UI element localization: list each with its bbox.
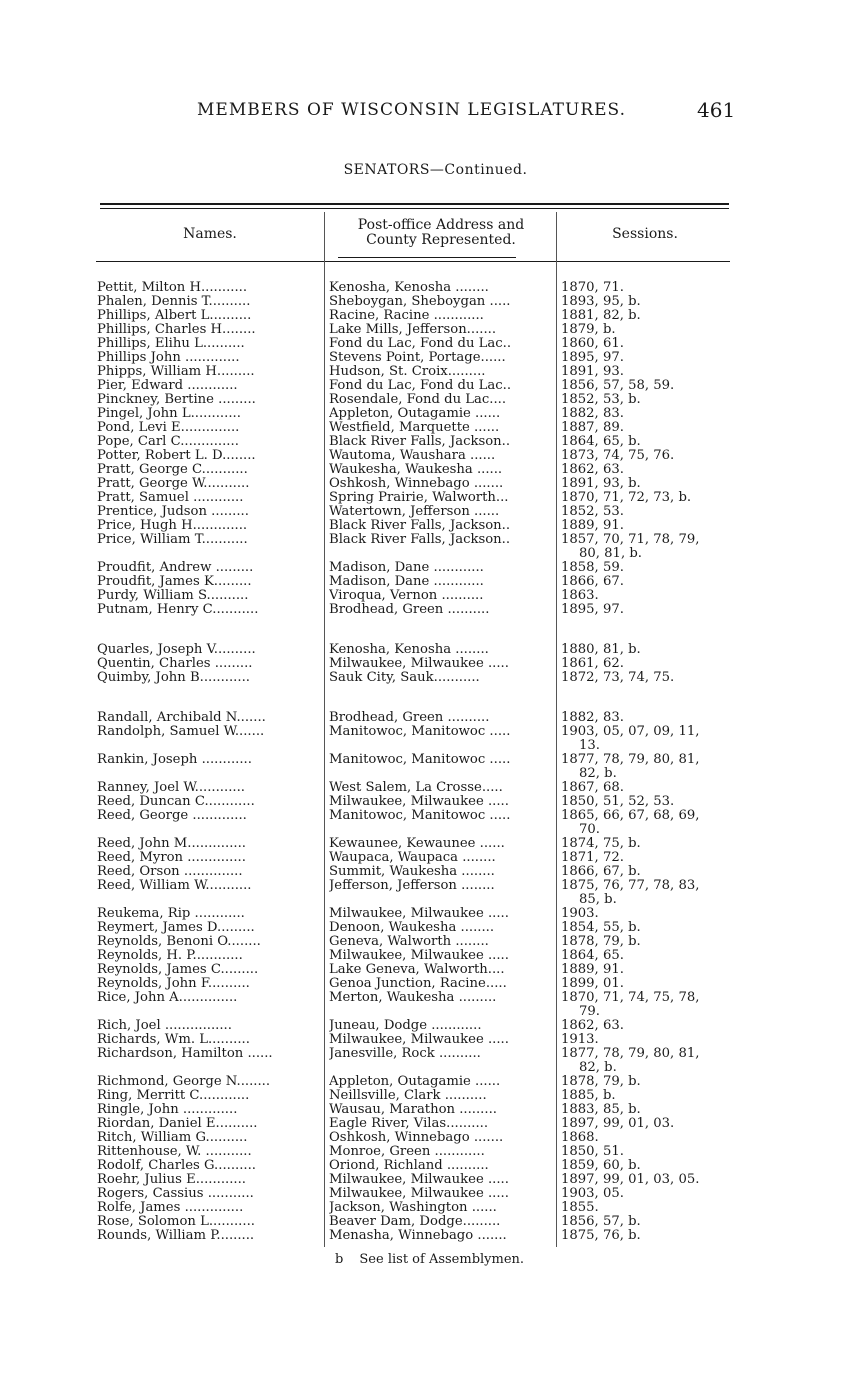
table-row bbox=[0, 808, 859, 837]
senator-name: Reynolds, Benoni O........ bbox=[97, 935, 261, 949]
senator-name: Pratt, Samuel ............ bbox=[97, 491, 244, 505]
footnote-text: See list of Assemblymen. bbox=[359, 1252, 525, 1267]
table-row bbox=[0, 724, 859, 753]
table-row bbox=[0, 1201, 859, 1215]
table-row bbox=[0, 1131, 859, 1145]
table-row bbox=[0, 795, 859, 809]
senator-name: Phillips, Albert L.......... bbox=[97, 309, 252, 323]
table-header-rule bbox=[96, 261, 730, 262]
post-office-address: Black River Falls, Jackson.. bbox=[329, 519, 511, 533]
senator-name: Rose, Solomon L........... bbox=[97, 1215, 255, 1229]
senator-name: Randall, Archibald N....... bbox=[97, 711, 266, 725]
sessions: 1860, 61. bbox=[561, 336, 624, 351]
sessions: 1881, 82, b. bbox=[561, 308, 641, 323]
table-row bbox=[0, 1046, 859, 1075]
post-office-address: Milwaukee, Milwaukee ..... bbox=[329, 907, 509, 921]
table-row bbox=[0, 295, 859, 309]
table-row bbox=[0, 963, 859, 977]
senator-name: Pingel, John L............ bbox=[97, 407, 241, 421]
post-office-address: Oriond, Richland .......... bbox=[329, 1159, 489, 1173]
senator-name: Rounds, William P......... bbox=[97, 1229, 255, 1243]
sessions: 1893, 95, b. bbox=[561, 294, 641, 309]
table-row bbox=[0, 949, 859, 963]
senator-name: Rodolf, Charles G.......... bbox=[97, 1159, 256, 1173]
senator-name: Reymert, James D......... bbox=[97, 921, 255, 935]
sessions: 1867, 68. bbox=[561, 780, 624, 795]
sessions: 1879, b. bbox=[561, 322, 616, 337]
post-office-address: Milwaukee, Milwaukee ..... bbox=[329, 795, 509, 809]
sessions: 1877, 78, 79, 80, 81, bbox=[561, 1046, 700, 1061]
sessions: 1865, 66, 67, 68, 69, bbox=[561, 808, 700, 823]
sessions: 1889, 91. bbox=[561, 518, 624, 533]
post-office-address: Fond du Lac, Fond du Lac.. bbox=[329, 337, 512, 351]
footnote-mark: b bbox=[334, 1252, 344, 1267]
sessions-continued: 79. bbox=[579, 1004, 600, 1019]
post-office-address: Denoon, Waukesha ........ bbox=[329, 921, 495, 935]
post-office-address: Brodhead, Green .......... bbox=[329, 711, 490, 725]
senator-name: Richardson, Hamilton ...... bbox=[97, 1047, 273, 1061]
sessions: 1857, 70, 71, 78, 79, bbox=[561, 532, 700, 547]
table-row bbox=[0, 878, 859, 907]
post-office-address: Madison, Dane ............ bbox=[329, 561, 484, 575]
table-row bbox=[0, 603, 859, 617]
table-row bbox=[0, 365, 859, 379]
table-top-rule bbox=[100, 203, 729, 205]
post-office-address: Black River Falls, Jackson.. bbox=[329, 533, 511, 547]
sessions-continued: 70. bbox=[579, 822, 600, 837]
sessions: 1866, 67, b. bbox=[561, 864, 641, 879]
sessions: 1878, 79, b. bbox=[561, 1074, 641, 1089]
post-office-address: Rosendale, Fond du Lac.... bbox=[329, 393, 507, 407]
sessions: 1870, 71, 72, 73, b. bbox=[561, 490, 692, 505]
senator-name: Pinckney, Bertine ......... bbox=[97, 393, 256, 407]
column-header-names: Names. bbox=[183, 226, 237, 242]
post-office-address: Juneau, Dodge ............ bbox=[329, 1019, 482, 1033]
sessions: 1862, 63. bbox=[561, 462, 624, 477]
page-header bbox=[0, 100, 859, 130]
post-office-address: Fond du Lac, Fond du Lac.. bbox=[329, 379, 512, 393]
sessions: 1880, 81, b. bbox=[561, 642, 641, 657]
senator-name: Putnam, Henry C........... bbox=[97, 603, 259, 617]
senator-name: Pond, Levi E.............. bbox=[97, 421, 240, 435]
sessions-continued: 80, 81, b. bbox=[579, 546, 642, 561]
table-row bbox=[0, 449, 859, 463]
table-row bbox=[0, 1103, 859, 1117]
table-row bbox=[0, 505, 859, 519]
running-title: MEMBERS OF WISCONSIN LEGISLATURES. bbox=[197, 100, 627, 120]
sessions: 1854, 55, b. bbox=[561, 920, 641, 935]
table-row bbox=[0, 1033, 859, 1047]
post-office-address: Beaver Dam, Dodge......... bbox=[329, 1215, 501, 1229]
senator-name: Proudfit, Andrew ......... bbox=[97, 561, 254, 575]
sessions: 1903, 05. bbox=[561, 1186, 624, 1201]
post-office-address: Merton, Waukesha ......... bbox=[329, 991, 497, 1005]
post-office-address: Neillsville, Clark .......... bbox=[329, 1089, 487, 1103]
post-office-address: Appleton, Outagamie ...... bbox=[329, 1075, 501, 1089]
post-office-address: Watertown, Jefferson ...... bbox=[329, 505, 500, 519]
sessions: 1897, 99, 01, 03, 05. bbox=[561, 1172, 700, 1187]
sessions: 1856, 57, b. bbox=[561, 1214, 641, 1229]
table-row bbox=[0, 575, 859, 589]
post-office-address: Madison, Dane ............ bbox=[329, 575, 484, 589]
senator-name: Purdy, William S.......... bbox=[97, 589, 249, 603]
table-row bbox=[0, 1117, 859, 1131]
senator-name: Phalen, Dennis T.......... bbox=[97, 295, 251, 309]
senator-name: Reynolds, James C......... bbox=[97, 963, 259, 977]
table-row bbox=[0, 935, 859, 949]
post-office-address: Manitowoc, Manitowoc ..... bbox=[329, 753, 511, 767]
post-office-address: Eagle River, Vilas.......... bbox=[329, 1117, 489, 1131]
post-office-address: Sauk City, Sauk........... bbox=[329, 671, 480, 685]
table-row bbox=[0, 477, 859, 491]
senator-name: Pratt, George W........... bbox=[97, 477, 250, 491]
table-row bbox=[0, 463, 859, 477]
senator-name: Pratt, George C........... bbox=[97, 463, 248, 477]
post-office-address: Sheboygan, Sheboygan ..... bbox=[329, 295, 511, 309]
table-row bbox=[0, 837, 859, 851]
sessions: 1856, 57, 58, 59. bbox=[561, 378, 675, 393]
table-row bbox=[0, 351, 859, 365]
column-header-sessions: Sessions. bbox=[612, 226, 678, 242]
post-office-address: Wautoma, Waushara ...... bbox=[329, 449, 496, 463]
post-office-address: Jackson, Washington ...... bbox=[329, 1201, 497, 1215]
post-office-address: Viroqua, Vernon .......... bbox=[329, 589, 484, 603]
sessions: 1883, 85, b. bbox=[561, 1102, 641, 1117]
sessions-continued: 13. bbox=[579, 738, 600, 753]
page-number: 461 bbox=[697, 98, 736, 122]
senator-name: Proudfit, James K......... bbox=[97, 575, 252, 589]
senator-name: Ring, Merritt C............ bbox=[97, 1089, 250, 1103]
sessions: 1861, 62. bbox=[561, 656, 624, 671]
post-office-address: Hudson, St. Croix......... bbox=[329, 365, 486, 379]
post-office-address: Black River Falls, Jackson.. bbox=[329, 435, 511, 449]
senator-name: Pettit, Milton H........... bbox=[97, 281, 248, 295]
sessions: 1895, 97. bbox=[561, 350, 624, 365]
post-office-address: West Salem, La Crosse..... bbox=[329, 781, 503, 795]
senator-name: Richards, Wm. L.......... bbox=[97, 1033, 250, 1047]
section-subtitle: SENATORS—Continued. bbox=[343, 162, 528, 178]
post-office-address: Summit, Waukesha ........ bbox=[329, 865, 495, 879]
post-office-address: Manitowoc, Manitowoc ..... bbox=[329, 809, 511, 823]
footnote bbox=[0, 1252, 859, 1267]
table-row bbox=[0, 1215, 859, 1229]
table-row bbox=[0, 907, 859, 921]
post-office-address: Wausau, Marathon ......... bbox=[329, 1103, 497, 1117]
sessions: 1864, 65, b. bbox=[561, 434, 641, 449]
post-office-address: Lake Geneva, Walworth.... bbox=[329, 963, 505, 977]
senator-name: Reed, Orson .............. bbox=[97, 865, 243, 879]
post-office-address: Oshkosh, Winnebago ....... bbox=[329, 477, 504, 491]
column-header-address-line1: Post-office Address and bbox=[357, 217, 525, 233]
table-row bbox=[0, 379, 859, 393]
sessions: 1882, 83. bbox=[561, 406, 624, 421]
table-row bbox=[0, 1145, 859, 1159]
sessions: 1858, 59. bbox=[561, 560, 624, 575]
senator-name: Rich, Joel ................ bbox=[97, 1019, 232, 1033]
senator-name: Potter, Robert L. D........ bbox=[97, 449, 256, 463]
table-row bbox=[0, 561, 859, 575]
post-office-address: Waukesha, Waukesha ...... bbox=[329, 463, 503, 477]
sessions: 1877, 78, 79, 80, 81, bbox=[561, 752, 700, 767]
table-row bbox=[0, 281, 859, 295]
table-top-rule-inner bbox=[100, 208, 729, 209]
post-office-address: Kenosha, Kenosha ........ bbox=[329, 281, 489, 295]
table-row bbox=[0, 781, 859, 795]
sessions: 1903, 05, 07, 09, 11, bbox=[561, 724, 700, 739]
sessions: 1855. bbox=[561, 1200, 599, 1215]
table-row bbox=[0, 865, 859, 879]
post-office-address: Milwaukee, Milwaukee ..... bbox=[329, 949, 509, 963]
table-row bbox=[0, 921, 859, 935]
table-row bbox=[0, 657, 859, 671]
senator-name: Rankin, Joseph ............ bbox=[97, 753, 252, 767]
sessions-continued: 82, b. bbox=[579, 766, 617, 781]
table-row bbox=[0, 977, 859, 991]
table-row bbox=[0, 407, 859, 421]
post-office-address: Spring Prairie, Walworth... bbox=[329, 491, 509, 505]
sessions: 1850, 51. bbox=[561, 1144, 624, 1159]
table-row bbox=[0, 323, 859, 337]
senator-name: Reed, John M.............. bbox=[97, 837, 246, 851]
senator-name: Rogers, Cassius ........... bbox=[97, 1187, 254, 1201]
sessions: 1874, 75, b. bbox=[561, 836, 641, 851]
sessions: 1873, 74, 75, 76. bbox=[561, 448, 675, 463]
senator-name: Reed, Myron .............. bbox=[97, 851, 246, 865]
post-office-address: Milwaukee, Milwaukee ..... bbox=[329, 657, 509, 671]
sessions: 1871, 72. bbox=[561, 850, 624, 865]
table-row bbox=[0, 532, 859, 561]
senator-name: Reed, William W........... bbox=[97, 879, 252, 893]
senator-name: Pope, Carl C.............. bbox=[97, 435, 239, 449]
sessions: 1864, 65. bbox=[561, 948, 624, 963]
post-office-address: Jefferson, Jefferson ........ bbox=[329, 879, 495, 893]
sessions: 1913. bbox=[561, 1032, 599, 1047]
post-office-address: Westfield, Marquette ...... bbox=[329, 421, 500, 435]
column-header-address bbox=[330, 218, 552, 248]
sessions: 1878, 79, b. bbox=[561, 934, 641, 949]
table-row bbox=[0, 711, 859, 725]
sessions: 1899, 01. bbox=[561, 976, 624, 991]
senator-name: Richmond, George N........ bbox=[97, 1075, 271, 1089]
senator-name: Riordan, Daniel E.......... bbox=[97, 1117, 258, 1131]
table-row bbox=[0, 1019, 859, 1033]
post-office-address: Milwaukee, Milwaukee ..... bbox=[329, 1187, 509, 1201]
senator-name: Reed, Duncan C............ bbox=[97, 795, 255, 809]
sessions: 1882, 83. bbox=[561, 710, 624, 725]
sessions: 1859, 60, b. bbox=[561, 1158, 641, 1173]
senator-name: Roehr, Julius E............ bbox=[97, 1173, 247, 1187]
table-row bbox=[0, 990, 859, 1019]
senator-name: Ringle, John ............. bbox=[97, 1103, 238, 1117]
senator-name: Price, Hugh H............. bbox=[97, 519, 248, 533]
sessions: 1903. bbox=[561, 906, 599, 921]
post-office-address: Menasha, Winnebago ....... bbox=[329, 1229, 507, 1243]
post-office-address: Stevens Point, Portage...... bbox=[329, 351, 506, 365]
table-row bbox=[0, 1089, 859, 1103]
table-row bbox=[0, 337, 859, 351]
senator-name: Phipps, William H......... bbox=[97, 365, 255, 379]
table-row bbox=[0, 491, 859, 505]
table-row bbox=[0, 752, 859, 781]
post-office-address: Genoa Junction, Racine..... bbox=[329, 977, 507, 991]
sessions-continued: 82, b. bbox=[579, 1060, 617, 1075]
senator-name: Pier, Edward ............ bbox=[97, 379, 238, 393]
post-office-address: Janesville, Rock .......... bbox=[329, 1047, 481, 1061]
senator-name: Quarles, Joseph V.......... bbox=[97, 643, 256, 657]
sessions: 1862, 63. bbox=[561, 1018, 624, 1033]
senator-name: Quimby, John B............ bbox=[97, 671, 250, 685]
sessions: 1887, 89. bbox=[561, 420, 624, 435]
senator-name: Randolph, Samuel W....... bbox=[97, 725, 265, 739]
sessions: 1852, 53, b. bbox=[561, 392, 641, 407]
table-row bbox=[0, 671, 859, 685]
senator-name: Quentin, Charles ......... bbox=[97, 657, 253, 671]
post-office-address: Kenosha, Kenosha ........ bbox=[329, 643, 489, 657]
senator-name: Phillips, Elihu L.......... bbox=[97, 337, 245, 351]
post-office-address: Kewaunee, Kewaunee ...... bbox=[329, 837, 505, 851]
senator-name: Ranney, Joel W............ bbox=[97, 781, 245, 795]
sessions: 1868. bbox=[561, 1130, 599, 1145]
sessions: 1870, 71. bbox=[561, 280, 624, 295]
post-office-address: Manitowoc, Manitowoc ..... bbox=[329, 725, 511, 739]
table-row bbox=[0, 421, 859, 435]
post-office-address: Geneva, Walworth ........ bbox=[329, 935, 489, 949]
sessions: 1875, 76, 77, 78, 83, bbox=[561, 878, 700, 893]
post-office-address: Milwaukee, Milwaukee ..... bbox=[329, 1173, 509, 1187]
senator-name: Reynolds, John F.......... bbox=[97, 977, 250, 991]
post-office-address: Waupaca, Waupaca ........ bbox=[329, 851, 496, 865]
sessions: 1852, 53. bbox=[561, 504, 624, 519]
sessions: 1885, b. bbox=[561, 1088, 616, 1103]
table-row bbox=[0, 309, 859, 323]
table-row bbox=[0, 643, 859, 657]
senator-name: Prentice, Judson ......... bbox=[97, 505, 249, 519]
table-row bbox=[0, 1159, 859, 1173]
table-row bbox=[0, 1173, 859, 1187]
sessions: 1850, 51, 52, 53. bbox=[561, 794, 675, 809]
sessions: 1897, 99, 01, 03. bbox=[561, 1116, 675, 1131]
sessions-continued: 85, b. bbox=[579, 892, 617, 907]
table-row bbox=[0, 435, 859, 449]
table-row bbox=[0, 1187, 859, 1201]
post-office-address: Appleton, Outagamie ...... bbox=[329, 407, 501, 421]
table-row bbox=[0, 1075, 859, 1089]
senator-name: Price, William T........... bbox=[97, 533, 248, 547]
table-row bbox=[0, 589, 859, 603]
post-office-address: Brodhead, Green .......... bbox=[329, 603, 490, 617]
table-row bbox=[0, 1229, 859, 1243]
sessions: 1872, 73, 74, 75. bbox=[561, 670, 675, 685]
senator-name: Reed, George ............. bbox=[97, 809, 247, 823]
table-row bbox=[0, 519, 859, 533]
sessions: 1875, 76, b. bbox=[561, 1228, 641, 1243]
senator-name: Rice, John A.............. bbox=[97, 991, 238, 1005]
table-row bbox=[0, 393, 859, 407]
senator-name: Phillips John ............. bbox=[97, 351, 240, 365]
post-office-address: Racine, Racine ............ bbox=[329, 309, 484, 323]
sessions: 1870, 71, 74, 75, 78, bbox=[561, 990, 700, 1005]
sessions: 1895, 97. bbox=[561, 602, 624, 617]
senator-name: Rittenhouse, W. ........... bbox=[97, 1145, 252, 1159]
senator-name: Reukema, Rip ............ bbox=[97, 907, 245, 921]
sessions: 1866, 67. bbox=[561, 574, 624, 589]
address-underline bbox=[338, 257, 516, 258]
senator-name: Rolfe, James .............. bbox=[97, 1201, 244, 1215]
post-office-address: Monroe, Green ............ bbox=[329, 1145, 485, 1159]
table-row bbox=[0, 851, 859, 865]
post-office-address: Milwaukee, Milwaukee ..... bbox=[329, 1033, 509, 1047]
column-header-address-line2: County Represented. bbox=[366, 232, 516, 248]
post-office-address: Lake Mills, Jefferson....... bbox=[329, 323, 497, 337]
sessions: 1891, 93. bbox=[561, 364, 624, 379]
post-office-address: Oshkosh, Winnebago ....... bbox=[329, 1131, 504, 1145]
sessions: 1891, 93, b. bbox=[561, 476, 641, 491]
senator-name: Phillips, Charles H........ bbox=[97, 323, 256, 337]
senator-name: Reynolds, H. P............ bbox=[97, 949, 243, 963]
senator-name: Ritch, William G.......... bbox=[97, 1131, 248, 1145]
sessions: 1863. bbox=[561, 588, 599, 603]
sessions: 1889, 91. bbox=[561, 962, 624, 977]
